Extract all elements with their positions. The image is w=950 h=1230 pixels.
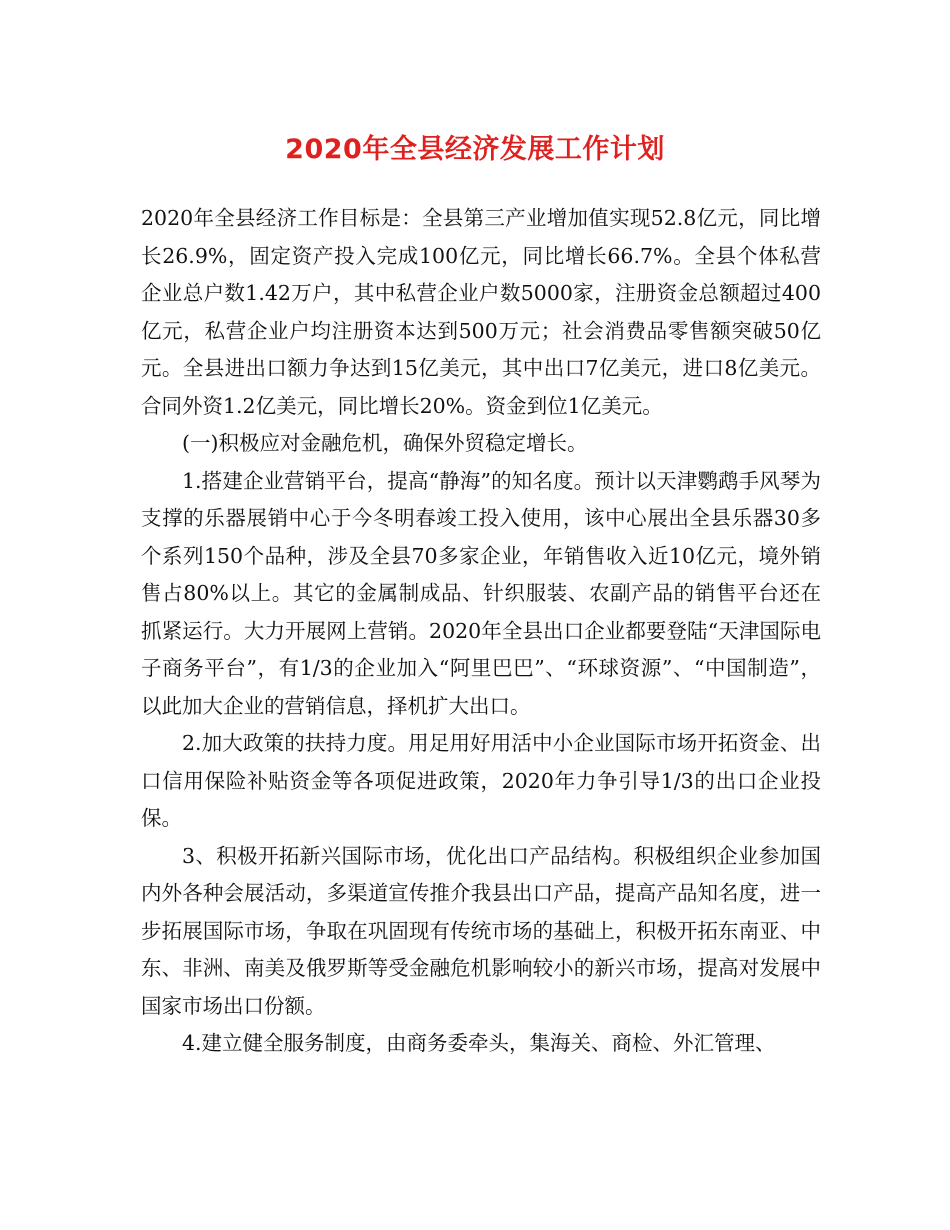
document-title: 2020年全县经济发展工作计划 — [285, 134, 665, 165]
document-body — [141, 200, 821, 1063]
paragraph-item-4: 4.建立健全服务制度，由商务委牵头，集海关、商检、外汇管理、 — [182, 1031, 776, 1055]
paragraph-summary: 2020年全县经济工作目标是：全县第三产业增加值实现52.8亿元，同比增长26.9%，固定资产投入完成100亿元，同比增长66.7%。全县个体私营企业总户数1.42万户，其中私营企业户数5000家，注册资金总额超过400亿元，私营企业户均注册资本达到500万元；社会消费品零售额突破50亿元。全县进出口额力争达到15亿美元，其中出口7亿美元，进口8亿美元。合同外资1.2亿美元，同比增长20%。资金到位1亿美元。 — [141, 206, 821, 418]
paragraph-section-heading: (一)积极应对金融危机，确保外贸稳定增长。 — [182, 431, 588, 455]
paragraph-item-3: 3、积极开拓新兴国际市场，优化出口产品结构。积极组织企业参加国内外各种会展活动，多渠道宣传推介我县出口产品，提高产品知名度，进一步拓展国际市场，争取在巩固现有传统市场的基础上，积极开拓东南亚、中东、非洲、南美及俄罗斯等受金融危机影响较小的新兴市场，提高对发展中国家市场出口份额。 — [141, 843, 821, 1018]
paragraph-item-1: 1.搭建企业营销平台，提高“静海”的知名度。预计以天津鹦鹉手风琴为支撑的乐器展销中心于今冬明春竣工投入使用，该中心展出全县乐器30多个系列150个品种，涉及全县70多家企业，年销售收入近10亿元，境外销售占80%以上。其它的金属制成品、针织服装、农副产品的销售平台还在抓紧运行。大力开展网上营销。2020年全县出口企业都要登陆“天津国际电子商务平台”，有1/3的企业加入“阿里巴巴”、“环球资源”、“中国制造”，以此加大企业的营销信息，择机扩大出口。 — [141, 468, 821, 718]
paragraph-item-2: 2.加大政策的扶持力度。用足用好用活中小企业国际市场开拓资金、出口信用保险补贴资金等各项促进政策，2020年力争引导1/3的出口企业投保。 — [141, 731, 821, 830]
